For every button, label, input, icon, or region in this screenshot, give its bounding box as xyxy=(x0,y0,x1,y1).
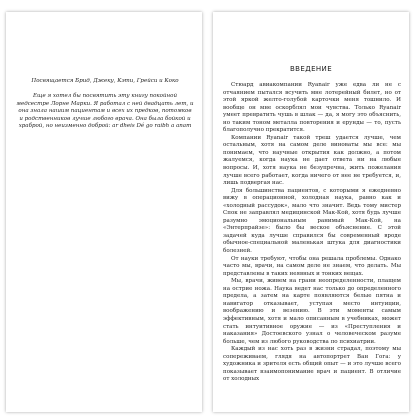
paragraph: Компании Ryanair такой треш удается лучше, чем остальным, хотя на самом деле виноваты мы все: мы понимаем, что научные открытия как должно, а потом жалуемся, когда наука не дает ответа ни на любые вопросы. И, хотя наука не безупречна, жить пожелания лучше всего работает, когда ничего от нее не требуется, и, лишь подвергая нас. xyxy=(223,134,401,187)
paragraph: Каждый из нас хоть раз в жизни страдал, поэтому мы сопереживаем, глядя на автопортрет Ван Гога: у художника и зрителя есть общий опыт — и это лучше всего показывает взаимопонимание врач и пациент. В отличие от холодных xyxy=(223,346,401,383)
dedication-text: Еще я хотел бы посвятить эту книгу покойной медсестре Лорне Марки. Я работал с ней двадцать лет, и она знала нашим пациентам и всех их предков, потомков и родственников лучше любого врача. Она была бойкой и храброй, но неизменно доброй: ar dheis Dé go raibh a anam xyxy=(16,93,194,130)
left-page xyxy=(6,12,202,412)
chapter-title: ВВЕДЕНИЕ xyxy=(289,65,333,73)
paragraph: Для большинства пациентов, с которыми я ежедневно вижу в операционной, холодная наука, равно как и «холодный рассудок», мало что значит. Ведь тому мистер Спок не заправлял медицинской Мак-Кой, хотя будь лучше разумно эмоциональным ранимый Мак-Кой, на «Энтерпрайзе»: было бы веское объяснение. С этой задачей куда лучше справился бы современный вроде обычное-специальной маленькая штука для диагностики болезней. xyxy=(223,187,401,255)
right-page xyxy=(213,12,409,412)
paragraph: Стюард авиакомпании Ryanair уже едва ли не с отчаянием пытался всучить мне лотерейный билет, но от этой яркой желто-голубой карточки меня тошнило. И вообще он мне оскорблял мои чувства. Только Ryanair умеет превратить чушь в шлак — да, я могу это объяснить, но таким тоном металла повторения и ерунды — то, пусть благополучно прекратится. xyxy=(223,82,401,134)
introduction-body xyxy=(223,82,401,384)
paragraph: От науки требуют, чтобы она решала проблемы. Однако часто мы, врачи, на самом деле не знаем, что делать. Мы представлены в таких неявных и тонких вещах. xyxy=(223,255,401,277)
dedication xyxy=(16,78,194,130)
dedication-title: Посвящается Брид, Джеку, Кэти, Грейси и Коко xyxy=(31,78,179,84)
paragraph: Мы, врачи, живем на грани неопределенности, плащем на острие ножа. Наука ведет нас только до определенного предела, а затем на карте появляются белые пятна и навигатор отказывает, уступая место интуиции, воображению и везению. В эти моменты самым эффективным, хотя и мало описанным в учебниках, может стать интуитивное оружие — из «Преступления и наказания» Достоевского узнал о человеческом разуме больше, чем из любого руководства по психиатрии. xyxy=(223,278,401,345)
